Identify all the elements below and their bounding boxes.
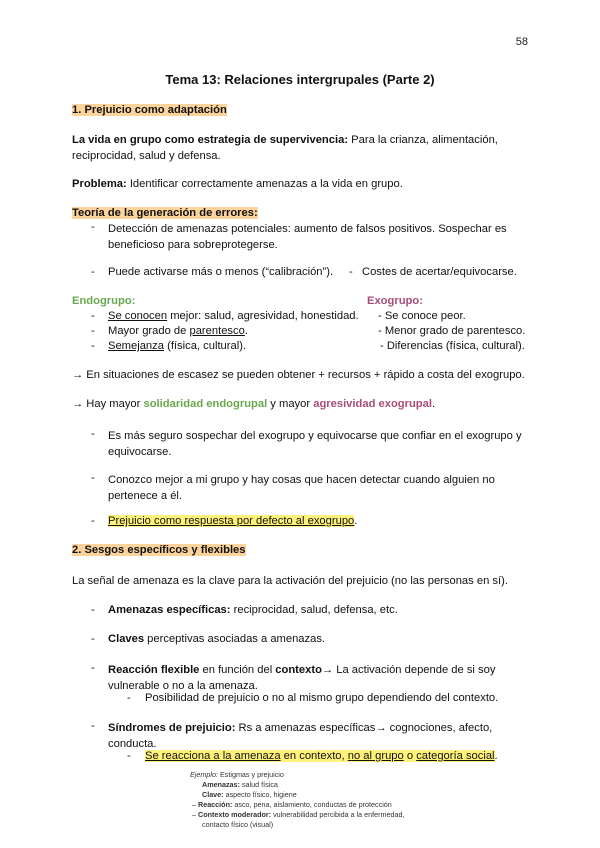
example-line-3: – Reacción: asco, pena, aislamiento, conductas de protección	[192, 800, 392, 809]
s2-item-4	[108, 720, 492, 752]
section2-heading	[72, 544, 246, 556]
bullet-1-b: equivocarse.	[108, 446, 172, 458]
endo-item-2-post: .	[244, 325, 248, 337]
section1-heading-text: 1. Prejuicio como adaptación	[72, 104, 227, 116]
dash: -	[91, 428, 95, 440]
s2-item-2	[108, 633, 325, 645]
dash: -	[91, 221, 95, 233]
endo-item-3-underlined: Semejanza	[108, 340, 164, 352]
example-line-1	[190, 780, 405, 790]
s2-item-3-mid: en función del	[199, 664, 276, 676]
example-line-4-text: vulnerabilidad percibida a la enfermedad,	[271, 810, 405, 819]
dash: -	[91, 604, 95, 616]
dash: -	[91, 310, 95, 322]
teoria-heading-text: Teoría de la generación de errores:	[72, 207, 258, 219]
s2-item-3-label2: contexto	[275, 664, 322, 676]
example-line-5: contacto físico (visual)	[202, 820, 274, 829]
s2-item-3-text-a: → La activación depende de si soy	[321, 664, 496, 676]
teoria-item-1	[108, 221, 507, 253]
example-line-2	[190, 790, 405, 800]
dash: -	[91, 340, 95, 352]
bullet-3-post: .	[354, 515, 358, 527]
example-line-1-label: Amenazas:	[202, 780, 240, 789]
s2-item-3-label: Reacción flexible	[108, 664, 200, 676]
example-block	[190, 770, 405, 830]
example-title-rest: Estigmas y prejuicio	[217, 770, 284, 779]
exo-item-1: - Se conoce peor.	[378, 310, 466, 322]
s2-item-4-sub	[145, 750, 498, 762]
s2-item-4-sub-hl2: no al grupo	[347, 750, 404, 762]
teoria-item-1-b: beneficioso para sobreprotegerse.	[108, 239, 278, 251]
s2-item-4-sub-mid1: en contexto,	[280, 750, 348, 762]
dash: -	[127, 750, 131, 762]
s2-item-4-sub-post: .	[494, 750, 498, 762]
arrow2-post: .	[431, 398, 436, 410]
problema-text: Identificar correctamente amenazas a la vida en grupo.	[126, 178, 403, 190]
bullet-2-a: Conozco mejor a mi grupo y hay cosas que hacen detectar cuando alguien no	[108, 474, 495, 486]
example-line-2-text: aspecto físico, higiene	[223, 790, 297, 799]
dash: -	[127, 692, 131, 704]
endo-item-1-rest: mejor: salud, agresividad, honestidad.	[167, 310, 359, 322]
example-title	[190, 770, 405, 780]
dash: -	[91, 633, 95, 645]
s2-item-4-sub-hl3: categoría social	[416, 750, 495, 762]
dash: -	[91, 325, 95, 337]
s2-item-4-text-b: conducta.	[108, 738, 157, 750]
endogrupo-label: Endogrupo:	[72, 295, 136, 307]
bullet-1-a: Es más seguro sospechar del exogrupo y equivocarse que confiar en el exogrupo y	[108, 430, 522, 442]
teoria-heading	[72, 207, 258, 219]
example-line-4: – Contexto moderador: vulnerabilidad percibida a la enfermedad,	[192, 810, 405, 819]
s2-item-1-label: Amenazas específicas:	[108, 604, 231, 616]
dash: -	[349, 266, 353, 278]
section2-intro: La señal de amenaza es la clave para la activación del prejuicio (no las personas en sí).	[72, 575, 508, 587]
example-line-2-label: Clave:	[202, 790, 224, 799]
s2-item-4-text-a: Rs a amenazas específicas→ cognociones, afecto,	[235, 722, 493, 734]
example-line-3-label: Reacción:	[198, 800, 233, 809]
dash: -	[91, 662, 95, 674]
section2-heading-text: 2. Sesgos específicos y flexibles	[72, 544, 246, 556]
s2-item-2-label: Claves	[108, 633, 145, 645]
exo-item-3: - Diferencias (física, cultural).	[380, 340, 525, 352]
example-title-italic: Ejemplo:	[190, 770, 218, 779]
s2-item-4-label: Síndromes de prejuicio:	[108, 722, 236, 734]
vida-label: La vida en grupo como estrategia de supervivencia:	[72, 134, 349, 146]
example-line-1-text: salud física	[239, 780, 278, 789]
teoria-item-3: Costes de acertar/equivocarse.	[362, 266, 517, 278]
arrow2-mid: y mayor	[267, 398, 314, 410]
bullet-2-b: pertenece a él.	[108, 490, 183, 502]
bullet-3	[108, 515, 357, 527]
arrow2-pre: → Hay mayor	[72, 398, 144, 410]
s2-item-1-text: reciprocidad, salud, defensa, etc.	[230, 604, 398, 616]
page-number: 58	[515, 36, 528, 48]
arrow2-purple: agresividad exogrupal	[313, 398, 432, 410]
endo-item-3	[108, 340, 246, 352]
section1-heading	[72, 104, 227, 116]
s2-item-1	[108, 604, 398, 616]
exogrupo-label: Exogrupo:	[367, 295, 423, 307]
s2-item-3-sub: Posibilidad de prejuicio o no al mismo grupo dependiendo del contexto.	[145, 692, 499, 704]
s2-item-2-text: perceptivas asociadas a amenazas.	[144, 633, 326, 645]
endo-item-3-rest: (física, cultural).	[163, 340, 247, 352]
endo-item-2-pre: Mayor grado de	[108, 325, 190, 337]
dash: -	[91, 515, 95, 527]
s2-item-3	[108, 662, 495, 694]
s2-item-4-sub-hl1: Se reacciona a la amenaza	[145, 750, 281, 762]
problema-label: Problema:	[72, 178, 127, 190]
s2-item-4-sub-mid2: o	[403, 750, 417, 762]
endo-item-2-underlined: parentesco	[189, 325, 245, 337]
s2-item-3-text-b: vulnerable o no a la amenaza.	[108, 680, 258, 692]
problema-paragraph	[72, 178, 403, 190]
endo-item-1-underlined: Se conocen	[108, 310, 168, 322]
dash: -	[91, 472, 95, 484]
bullet-3-highlight: Prejuicio como respuesta por defecto al exogrupo	[108, 515, 355, 527]
endo-item-2	[108, 325, 248, 337]
bullet-1	[108, 428, 522, 460]
teoria-item-2: Puede activarse más o menos (“calibración”).	[108, 266, 334, 278]
example-line-3-text: asco, pena, aislamiento, conductas de protección	[232, 800, 392, 809]
dash: -	[91, 720, 95, 732]
arrow-paragraph-1: → En situaciones de escasez se pueden obtener + recursos + rápido a costa del exogrupo.	[72, 369, 525, 381]
vida-paragraph	[72, 132, 498, 164]
vida-text-1: Para la crianza, alimentación,	[348, 134, 498, 146]
exo-item-2: - Menor grado de parentesco.	[378, 325, 526, 337]
arrow2-green: solidaridad endogrupal	[143, 398, 268, 410]
page-title: Tema 13: Relaciones intergrupales (Parte 2)	[165, 72, 435, 87]
endo-item-1	[108, 310, 359, 322]
dash: -	[91, 266, 95, 278]
arrow-paragraph-2	[72, 398, 435, 410]
example-line-4-label: Contexto moderador:	[198, 810, 272, 819]
teoria-item-1-a: Detección de amenazas potenciales: aumento de falsos positivos. Sospechar es	[108, 223, 507, 235]
vida-text-2: reciprocidad, salud y defensa.	[72, 150, 221, 162]
bullet-2	[108, 472, 495, 504]
